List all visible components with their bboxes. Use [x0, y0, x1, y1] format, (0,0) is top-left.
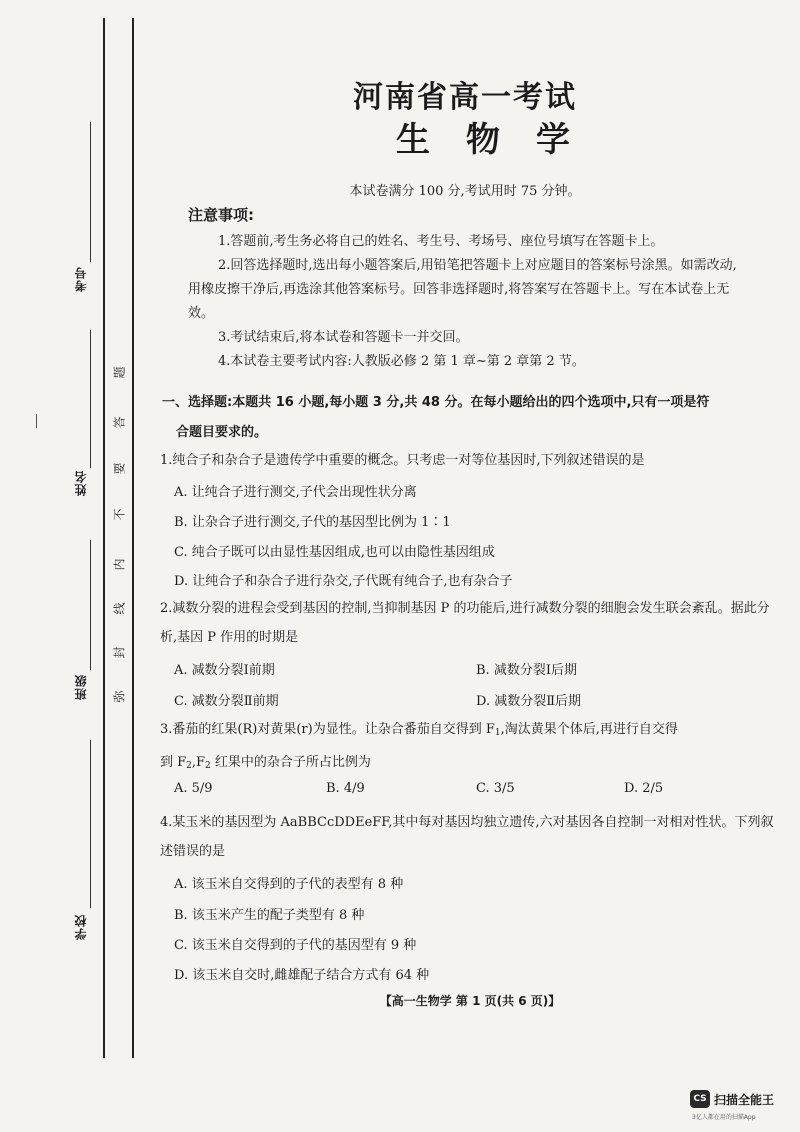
binding-line-outer	[103, 18, 105, 1058]
question-4-stem: 4.某玉米的基因型为 AaBBCcDDEeFF,其中每对基因均独立遗传,六对基因各自控制一对相对性状。下列叙述错误的是	[160, 815, 774, 859]
seal-char: 内	[112, 558, 127, 571]
subscript: 1	[494, 728, 501, 738]
seal-char: 封	[112, 646, 127, 659]
watermark-name: 扫描全能王	[714, 1093, 775, 1107]
subscript: 2	[205, 761, 211, 771]
seal-char: 要	[112, 462, 127, 475]
question-2-option-a: A. 减数分裂Ⅰ前期	[174, 663, 275, 678]
page-footer: 【高一生物学 第 1 页(共 6 页)】	[379, 994, 561, 1008]
question-1-option-a: A. 让纯合子进行测交,子代会出现性状分离	[174, 485, 417, 500]
question-3-stem-part: 红果中的杂合子所占比例为	[210, 755, 371, 770]
seal-char: 线	[112, 602, 127, 615]
seal-char: 答	[112, 416, 127, 429]
notice-item-1: 1.答题前,考生务必将自己的姓名、考生号、考场号、座位号填写在答题卡上。	[218, 234, 664, 249]
notice-heading: 注意事项:	[188, 206, 254, 224]
name-blank	[90, 330, 91, 468]
exam-no-blank	[90, 122, 91, 262]
question-4-option-a: A. 该玉米自交得到的子代的表型有 8 种	[174, 877, 404, 892]
class-blank	[90, 540, 91, 670]
question-1-option-d: D. 让纯合子和杂合子进行杂交,子代既有纯合子,也有杂合子	[174, 574, 513, 589]
question-3-option-a: A. 5/9	[174, 781, 213, 796]
question-3-stem	[160, 715, 785, 781]
question-1-option-c: C. 纯合子既可以由显性基因组成,也可以由隐性基因组成	[174, 545, 495, 560]
watermark-tagline: 3亿人都在用的扫描App	[692, 1114, 756, 1121]
name-label: 姓名	[74, 470, 88, 496]
question-3-option-b: B. 4/9	[326, 781, 365, 796]
section-heading	[162, 388, 782, 448]
school-label: 学校	[74, 914, 88, 940]
question-1-stem: 1.纯合子和杂合子是遗传学中重要的概念。只考虑一对等位基因时,下列叙述错误的是	[160, 453, 645, 468]
scanner-watermark	[690, 1088, 798, 1128]
school-blank	[90, 740, 91, 908]
question-2-option-c: C. 减数分裂Ⅱ前期	[174, 694, 279, 709]
notice-item-2: 2.回答选择题时,选出每小题答案后,用铅笔把答题卡上对应题目的答案标号涂黑。如需改动,用橡皮擦干净后,再选涂其他答案标号。回答非选择题时,将答案写在答题卡上。写在本试卷上无效。	[188, 258, 737, 321]
question-4-option-b: B. 该玉米产生的配子类型有 8 种	[174, 908, 365, 923]
question-4-option-c: C. 该玉米自交得到的子代的基因型有 9 种	[174, 938, 417, 953]
scan-mark	[36, 414, 37, 428]
question-3-stem-part: ,F	[191, 755, 206, 770]
question-3-stem-part: ,淘汰黄果个体后,再进行自交得	[500, 722, 678, 737]
question-3-option-c: C. 3/5	[476, 781, 515, 796]
exam-no-label: 考号	[74, 266, 88, 292]
section-heading-line1: 一、选择题:本题共 16 小题,每小题 3 分,共 48 分。在每小题给出的四个选项中,只有一项是符	[162, 395, 710, 410]
question-1-option-b: B. 让杂合子进行测交,子代的基因型比例为 1∶1	[174, 515, 451, 530]
seal-char: 题	[112, 366, 127, 379]
binding-line-inner	[132, 18, 134, 1058]
section-heading-line2: 合题目要求的。	[176, 425, 268, 440]
question-3-stem-part: 到 F	[160, 755, 187, 770]
notice-item-3: 3.考试结束后,将本试卷和答题卡一并交回。	[218, 330, 469, 345]
question-4-option-d: D. 该玉米自交时,雌雄配子结合方式有 64 种	[174, 968, 430, 983]
seal-char: 不	[112, 508, 127, 521]
class-label: 班级	[74, 674, 88, 700]
question-3-stem-part: 3.番茄的红果(R)对黄果(r)为显性。让杂合番茄自交得到 F	[160, 722, 495, 737]
subject-title: 生物学	[396, 120, 606, 160]
seal-char: 弥	[112, 690, 127, 703]
camscanner-logo-icon: CS	[690, 1090, 710, 1108]
score-info: 本试卷满分 100 分,考试用时 75 分钟。	[349, 184, 581, 199]
question-2-stem: 2.减数分裂的进程会受到基因的控制,当抑制基因 P 的功能后,进行减数分裂的细胞会发生联会紊乱。据此分析,基因 P 作用的时期是	[160, 601, 770, 645]
question-2-option-d: D. 减数分裂Ⅱ后期	[476, 694, 582, 709]
notice-item-4: 4.本试卷主要考试内容:人教版必修 2 第 1 章~第 2 章第 2 节。	[218, 354, 585, 369]
exam-title: 河南省高一考试	[353, 80, 577, 115]
subscript: 2	[186, 761, 192, 771]
question-2-option-b: B. 减数分裂Ⅰ后期	[476, 663, 577, 678]
question-3-option-d: D. 2/5	[624, 781, 664, 796]
